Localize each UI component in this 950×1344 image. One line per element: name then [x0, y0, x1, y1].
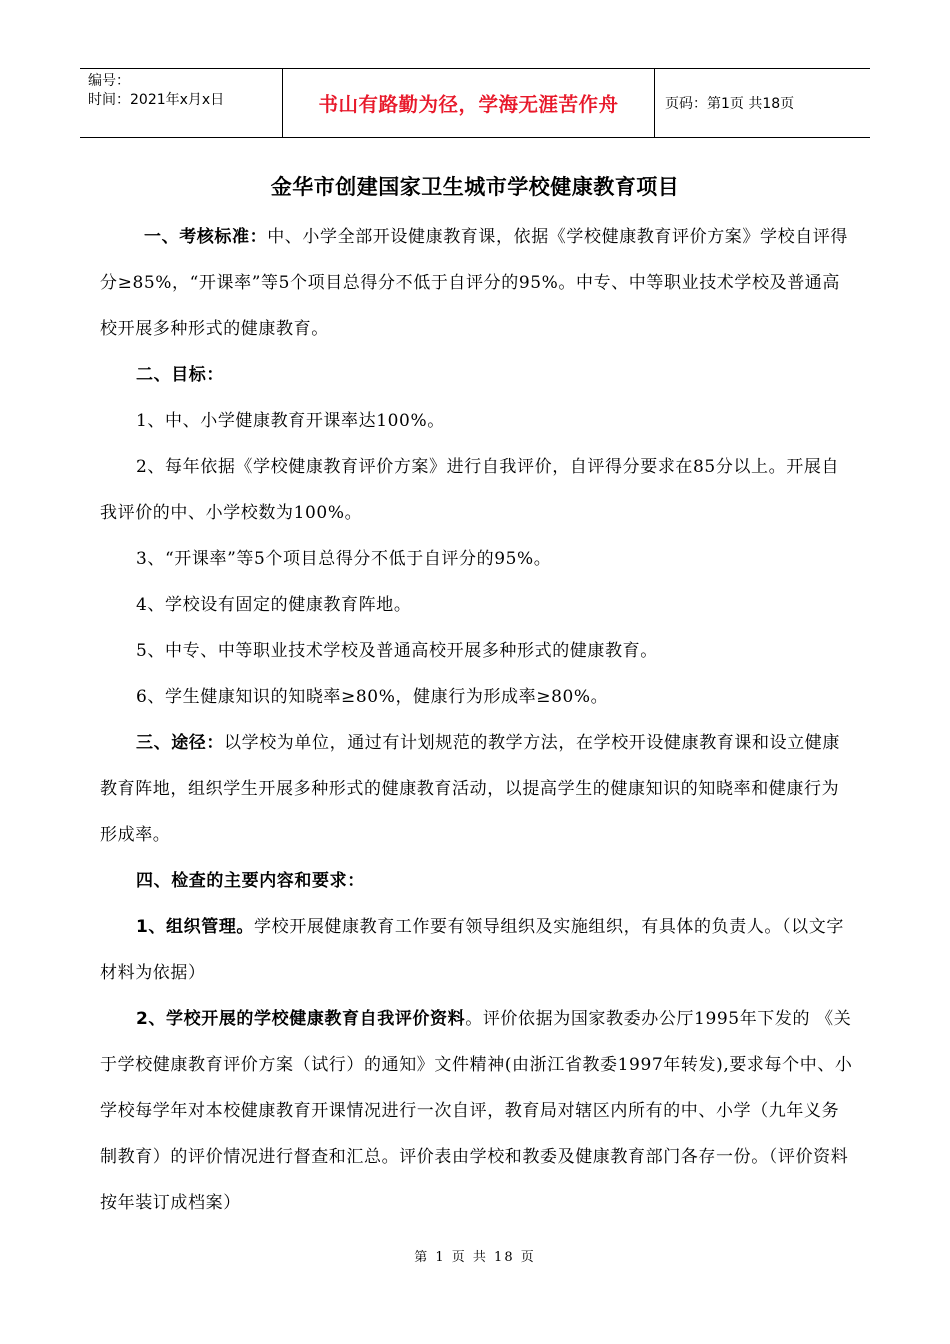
header-motto-cell — [282, 69, 655, 137]
section-4-heading: 四、检查的主要内容和要求： — [136, 871, 365, 891]
check-item-1-heading: 1、组织管理。 — [136, 917, 255, 937]
section-1-text: 中、小学全部开设健康教育课，依据《学校健康教育评价方案》学校自评得分≥85%，“开课率”等5个项目总得分不低于自评分的95%。中专、中等职业技术学校及普通高校开展多种形式的健康教育。 — [100, 227, 849, 339]
section-3-heading: 三、途径： — [136, 733, 224, 753]
header-page-cell — [655, 69, 870, 137]
section-2-heading-paragraph — [100, 352, 855, 398]
goal-item: 6、学生健康知识的知晓率≥80%，健康行为形成率≥80%。 — [136, 687, 609, 707]
header-motto: 书山有路勤为径，学海无涯苦作舟 — [318, 93, 619, 116]
section-1-heading: 一、考核标准： — [144, 227, 268, 247]
check-item-2 — [100, 996, 855, 1226]
goal-item: 2、每年依据《学校健康教育评价方案》进行自我评价，自评得分要求在85分以上。开展自我评价的中、小学校数为100%。 — [100, 457, 840, 523]
section-1-paragraph — [100, 214, 855, 352]
check-item-1 — [100, 904, 855, 996]
document-number-label: 编号： — [88, 73, 130, 89]
goal-item: 5、中专、中等职业技术学校及普通高校开展多种形式的健康教育。 — [136, 641, 658, 661]
header-meta-cell — [80, 69, 282, 137]
goal-item: 4、学校设有固定的健康教育阵地。 — [136, 595, 412, 615]
header-table — [80, 68, 870, 138]
goal-item: 3、“开课率”等5个项目总得分不低于自评分的95%。 — [136, 549, 552, 569]
check-item-1-text: 学校开展健康教育工作要有领导组织及实施组织，有具体的负责人。（以文字材料为依据） — [100, 917, 844, 983]
header-page-info: 页码：第1页 共18页 — [665, 96, 795, 112]
section-4-heading-paragraph — [100, 858, 855, 904]
page-footer: 第 1 页 共 18 页 — [414, 1250, 536, 1265]
document-body — [100, 214, 855, 1226]
document-date: 时间：2021年x月x日 — [88, 92, 225, 108]
document-title: 金华市创建国家卫生城市学校健康教育项目 — [270, 175, 680, 199]
check-item-2-text: 。评价依据为国家教委办公厅1995年下发的 《关于学校健康教育评价方案（试行）的通知》文件精神(由浙江省教委1997年转发),要求每个中、小学校每学年对本校健康教育开课情况进行一次自评，教育局对辖区内所有的中、小学（九年义务制教育）的评价情况进行督查和汇总。评价表由学校和教委及健康教育部门各存一份。（评价资料按年装订成档案） — [100, 1009, 853, 1213]
section-3-text: 以学校为单位，通过有计划规范的教学方法，在学校开设健康教育课和设立健康教育阵地，组织学生开展多种形式的健康教育活动，以提高学生的健康知识的知晓率和健康行为形成率。 — [100, 733, 840, 845]
section-2-heading: 二、目标： — [136, 365, 224, 385]
check-item-2-heading: 2、学校开展的学校健康教育自我评价资料 — [136, 1009, 466, 1029]
goal-item: 1、中、小学健康教育开课率达100%。 — [136, 411, 445, 431]
section-3-paragraph — [100, 720, 855, 858]
